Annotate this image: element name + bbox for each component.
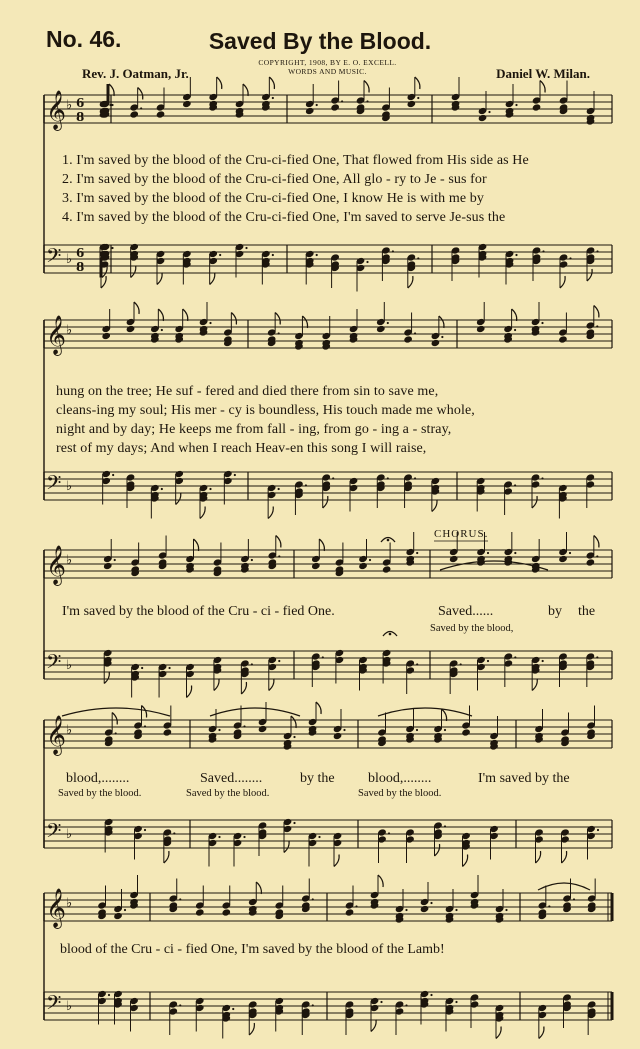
dot [569,552,571,554]
dot [387,477,389,479]
chorus-lyric: blood,........ [66,771,130,786]
dot [209,488,211,490]
dot [144,725,146,727]
note-head [333,732,343,740]
dot [112,474,114,476]
note-flag [158,309,163,321]
dot [318,836,320,838]
note-head [330,103,340,111]
note-flag [378,875,383,887]
note-flag [512,309,517,321]
dot [245,247,247,249]
treble-clef: 𝄞 [46,90,67,130]
note-head [126,325,136,333]
note-flag [319,539,324,551]
dot [278,332,280,334]
dot [487,552,489,554]
dot [514,552,516,554]
note-flag [142,706,147,718]
note-flag [415,77,420,89]
note-flag [214,679,219,691]
note-head [358,562,368,570]
dot [144,829,146,831]
treble-clef: 𝄞 [46,545,67,585]
note-head [113,912,123,920]
note-head [382,565,392,573]
flat-sign: ♭ [66,98,73,113]
dot [312,1004,314,1006]
flat-sign: ♭ [66,252,73,267]
note-flag [112,713,117,725]
note-head [195,908,205,916]
note-flag [217,77,222,89]
note-flag [194,539,199,551]
dot [430,902,432,904]
chorus-echo-lyric: Saved by the blood. [358,788,442,799]
treble-clef: 𝄞 [46,715,67,755]
note-head [129,110,139,118]
note-flag [269,679,274,691]
note-head [221,908,231,916]
note-head [182,100,192,108]
flat-sign: ♭ [66,723,73,738]
note-flag [176,493,181,505]
dot [455,909,457,911]
dot [234,474,236,476]
dot [488,111,490,113]
dot [455,1001,457,1003]
dot [109,104,111,106]
dot [414,332,416,334]
dot [272,254,274,256]
dot [596,656,598,658]
flat-sign: ♭ [66,323,73,338]
chorus-lyric: I'm saved by the blood of the Cru - ci - fied One. [62,604,335,619]
dot [173,832,175,834]
verse-3-line-b: night and by day; He keeps me from fall - ing, from go - ing a - stray, [56,422,452,437]
dot [548,905,550,907]
dot [444,825,446,827]
note-head [558,335,568,343]
dot [316,254,318,256]
dot [541,477,543,479]
dot [278,660,280,662]
treble-clef: 𝄞 [46,888,67,928]
note-flag [187,686,192,698]
note-head [449,555,459,563]
note-flag [284,841,289,853]
note-flag [540,81,545,93]
note-head [478,114,488,122]
dot [218,729,220,731]
note-flag [323,496,328,508]
hymn-title: Saved By the Blood. [208,28,432,54]
dot [278,555,280,557]
note-head [431,339,441,347]
note-flag [268,507,273,519]
note-flag [539,1027,544,1039]
dot [573,898,575,900]
chorus-label: CHORUS. [434,528,489,540]
fermata-dot [387,539,390,542]
dot [369,559,371,561]
note-flag [562,851,567,863]
dot [111,247,113,249]
note-head [420,905,430,913]
note-head [258,725,268,733]
dot [332,477,334,479]
note-flag [109,84,114,96]
note-flag [104,672,109,684]
chorus-echo-lyric: Saved by the blood. [58,788,142,799]
dot [343,729,345,731]
dot [460,663,462,665]
bass-clef: 𝄢 [46,991,62,1019]
dot [218,836,220,838]
note-flag [463,855,468,867]
dot [541,322,543,324]
chorus-echo-lyric: Saved by the blood, [430,623,514,634]
note-flag [276,536,281,548]
bass-clef: 𝄢 [46,650,62,678]
dot [416,663,418,665]
note-flag [164,851,169,863]
note-flag [200,507,205,519]
dot [542,660,544,662]
note-flag [408,276,413,288]
note-flag [364,81,369,93]
note-head [586,558,596,566]
dot [366,100,368,102]
flat-sign: ♭ [66,553,73,568]
note-flag [432,500,437,512]
chorus-lyric: I'm saved by the [478,771,570,786]
bass-clef: 𝄢 [46,471,62,499]
tie-slur [440,561,548,570]
dot [272,97,274,99]
note-flag [291,716,296,728]
chorus-lyric: Saved...... [438,604,494,619]
dot [243,836,245,838]
dot [251,559,253,561]
note-head [476,325,486,333]
dot [596,325,598,327]
flat-sign: ♭ [66,827,73,842]
time-signature: 6 [76,246,85,260]
dot [209,322,211,324]
dot [487,660,489,662]
time-signature: 6 [76,96,85,110]
note-head [407,100,417,108]
dot [414,477,416,479]
dot [597,829,599,831]
dot [341,100,343,102]
dot [405,909,407,911]
note-head [305,107,315,115]
dot [278,488,280,490]
dot [596,555,598,557]
dot [115,732,117,734]
note-head [163,728,173,736]
chorus-lyric-final: blood of the Cru - ci - fied One, I'm saved by the blood of the Lamb! [60,942,445,957]
note-flag [532,496,537,508]
note-head [558,555,568,563]
dot [417,257,419,259]
dot [168,667,170,669]
chorus-echo-lyric: Saved by the blood. [186,788,270,799]
chorus-lyric: by [548,604,562,619]
bass-clef: 𝄢 [46,244,62,272]
note-flag [134,302,139,314]
dot [417,97,419,99]
dot [416,729,418,731]
note-flag [496,1027,501,1039]
dot [430,994,432,996]
dot [514,656,516,658]
note-head [156,110,166,118]
note-flag [131,266,136,278]
verse-4-line-b: rest of my days; And when I reach Heav-en this song I will raise, [56,441,427,456]
dot [243,725,245,727]
verse-2-line-b: cleans-ing my soul; His mer - cy is boundless, His touch made me whole, [56,403,475,418]
dot [219,254,221,256]
note-flag [157,273,162,285]
dot [251,663,253,665]
dot [514,484,516,486]
note-flag [138,88,143,100]
dot [569,257,571,259]
note-flag [243,84,248,96]
dot [179,898,181,900]
dot [392,250,394,252]
fermata-dot [389,633,392,636]
dot [312,898,314,900]
dot [441,336,443,338]
note-head [101,332,111,340]
dot [293,736,295,738]
dot [405,1004,407,1006]
note-flag [371,1020,376,1032]
chorus-lyric: blood,........ [368,771,432,786]
hymn-number: No. 46. [46,26,122,52]
note-flag [442,709,447,721]
note-flag [302,316,307,328]
note-head [376,325,386,333]
verse-1-line-b: hung on the tree; He suf - fered and died there from sin to save me, [56,384,439,399]
hymn-author: Rev. J. Oatman, Jr. [82,66,189,81]
dot [444,729,446,731]
chorus-lyric: Saved........ [200,771,263,786]
note-flag [231,313,236,325]
note-flag [210,273,215,285]
dot [366,261,368,263]
time-signature: 8 [76,110,85,124]
dot [515,254,517,256]
note-head [532,103,542,111]
dot [515,104,517,106]
dot [380,1001,382,1003]
verse-2-line-a: 2. I'm saved by the blood of the Cru-ci-fied One, All glo - ry to Je - sus for [62,172,487,187]
dot [316,104,318,106]
note-flag [101,276,106,288]
verse-4-line-a: 4. I'm saved by the blood of the Cru-ci-fied One, I'm saved to serve Je-sus the [62,210,506,225]
note-flag [183,309,188,321]
note-flag [241,682,246,694]
copyright-line: WORDS AND MUSIC. [288,67,367,76]
verse-3-line-a: 3. I'm saved by the blood of the Cru-ci-fied One, I know He is with me by [62,191,484,206]
note-flag [587,269,592,281]
flat-sign: ♭ [66,658,73,673]
note-flag [334,855,339,867]
time-signature: 8 [76,260,85,274]
note-flag [435,844,440,856]
dot [179,1004,181,1006]
note-flag [536,851,541,863]
note-flag [249,1023,254,1035]
dot [161,488,163,490]
note-head [403,335,413,343]
dot [108,994,110,996]
dot [388,832,390,834]
dot [141,667,143,669]
verse-1-line-a: 1. I'm saved by the blood of the Cru-ci-fied One, That flowed from His side as He [62,153,529,168]
note-head [103,562,113,570]
dot [416,552,418,554]
note-flag [269,77,274,89]
dot [514,329,516,331]
note-head [461,728,471,736]
tie-slur [210,708,300,716]
flat-sign: ♭ [66,896,73,911]
dot [161,329,163,331]
dot [542,250,544,252]
dot [387,322,389,324]
dot [305,484,307,486]
hymn-composer: Daniel W. Milan. [496,66,590,81]
bass-clef: 𝄢 [46,819,62,847]
dot [322,656,324,658]
flat-sign: ♭ [66,479,73,494]
note-flag [594,536,599,548]
dot [124,909,126,911]
dot [114,559,116,561]
note-flag [316,702,321,714]
chorus-lyric: by the [300,771,335,786]
dot [140,107,142,109]
dot [232,1008,234,1010]
flat-sign: ♭ [66,999,73,1014]
dot [596,250,598,252]
note-flag [594,306,599,318]
note-flag [439,316,444,328]
treble-clef: 𝄞 [46,315,67,355]
dot [505,909,507,911]
tie-slur [378,708,472,716]
note-flag [275,313,280,325]
note-head [345,908,355,916]
dot [293,822,295,824]
chorus-lyric: the [578,604,596,619]
note-flag [560,276,565,288]
dot [355,905,357,907]
note-head [311,562,321,570]
note-flag [532,679,537,691]
tie-slur [62,708,170,716]
note-flag [256,882,261,894]
copyright-line: COPYRIGHT, 1908, BY E. O. EXCELL. [258,58,397,67]
